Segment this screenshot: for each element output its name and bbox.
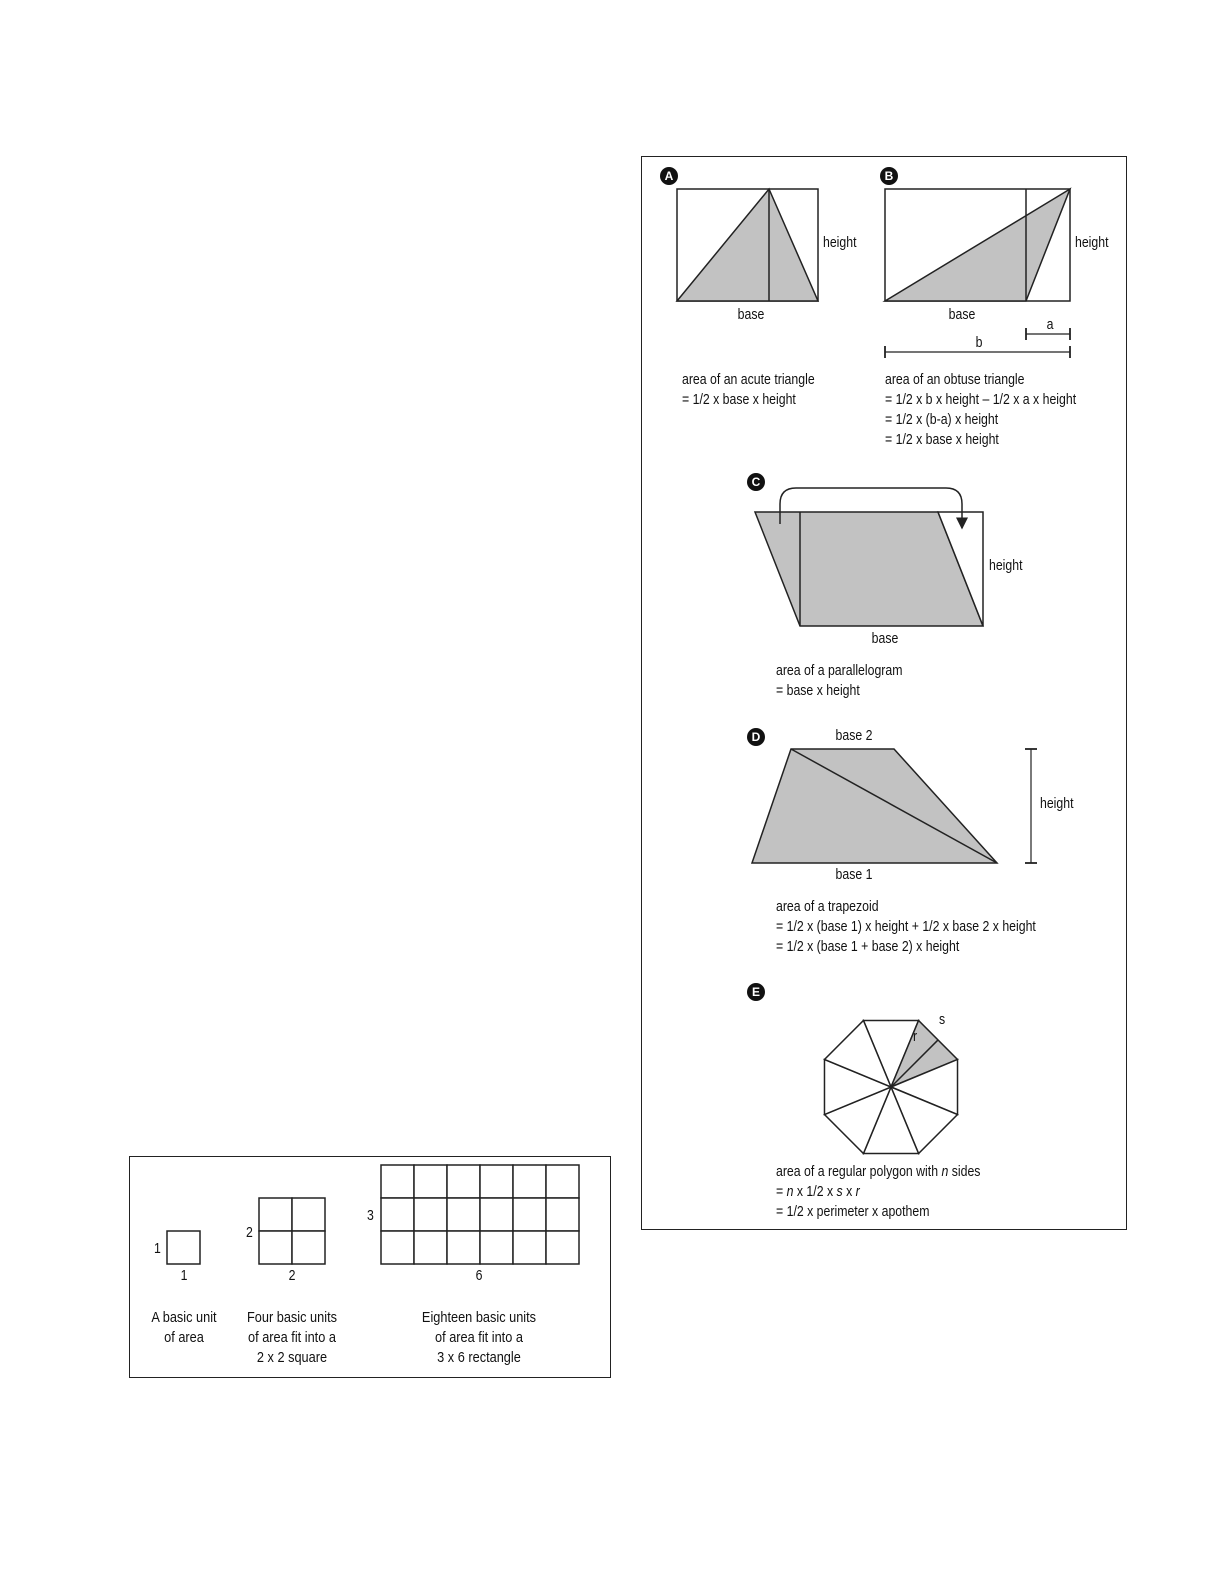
grid-cell (546, 1165, 579, 1198)
grid-cell (447, 1231, 480, 1264)
polygon-formula-line-2: = n x 1/2 x s x r (776, 1183, 860, 1200)
trapezoid-formula-line-2: = 1/2 x (base 1) x height + 1/2 x base 2 x height (776, 918, 1036, 935)
grid-cell (259, 1231, 292, 1264)
grid-cell (480, 1231, 513, 1264)
trapezoid-formula-line-1: area of a trapezoid (776, 898, 879, 915)
grid-cell (414, 1198, 447, 1231)
obtuse-base-label: base (948, 306, 976, 323)
rectangle-side-label: 3 (367, 1207, 374, 1224)
parallelogram-formula-line-1: area of a parallelogram (776, 662, 903, 679)
b-label: b (975, 334, 983, 351)
grid-cell (292, 1231, 325, 1264)
obtuse-formula-line-1: area of an obtuse triangle (885, 371, 1025, 388)
obtuse-height-label: height (1075, 234, 1109, 251)
grid-cell (259, 1198, 292, 1231)
badge-c: C (747, 473, 765, 491)
rectangle-caption: Eighteen basic units of area fit into a 3 x 6 rectangle (421, 1309, 537, 1366)
obtuse-formula-line-3: = 1/2 x (b-a) x height (885, 411, 999, 428)
three-by-six-grid (381, 1165, 579, 1264)
grid-cell (381, 1165, 414, 1198)
grid-cell (513, 1198, 546, 1231)
base2-label: base 2 (835, 727, 873, 744)
grid-cell (513, 1165, 546, 1198)
obtuse-formula-line-4: = 1/2 x base x height (885, 431, 999, 448)
grid-cell (447, 1198, 480, 1231)
rectangle-bottom-label: 6 (475, 1267, 483, 1284)
badge-d: D (747, 728, 765, 746)
polygon-formula-line-1: area of a regular polygon with n sides (776, 1163, 981, 1180)
grid-cell (292, 1198, 325, 1231)
grid-cell (414, 1231, 447, 1264)
grid-cell (414, 1165, 447, 1198)
a-label: a (1046, 316, 1054, 333)
grid-cell (546, 1198, 579, 1231)
badge-b: B (880, 167, 898, 185)
grid-cell (513, 1231, 546, 1264)
trapezoid-height-label: height (1040, 795, 1074, 812)
side-s-label: s (939, 1011, 946, 1028)
acute-height-label: height (823, 234, 857, 251)
unit-bottom-label: 1 (180, 1267, 188, 1284)
square-bottom-label: 2 (288, 1267, 296, 1284)
grid-cell (546, 1231, 579, 1264)
unit-caption: A basic unit of area (151, 1309, 217, 1346)
grid-cell (447, 1165, 480, 1198)
acute-base-label: base (737, 306, 765, 323)
grid-cell (381, 1198, 414, 1231)
trapezoid-formula-line-3: = 1/2 x (base 1 + base 2) x height (776, 938, 960, 955)
grid-cell (381, 1231, 414, 1264)
unit-side-label: 1 (154, 1240, 161, 1257)
parallelogram-height-label: height (989, 557, 1023, 574)
grid-cell (480, 1165, 513, 1198)
apothem-r-label: r (913, 1028, 918, 1045)
polygon-formula-line-3: = 1/2 x perimeter x apothem (776, 1203, 930, 1220)
acute-formula-line-1: area of an acute triangle (682, 371, 815, 388)
two-by-two-grid (259, 1198, 325, 1264)
parallelogram-base-label: base (871, 630, 899, 647)
base1-label: base 1 (835, 866, 873, 883)
badge-a: A (660, 167, 678, 185)
obtuse-formula-line-2: = 1/2 x b x height – 1/2 x a x height (885, 391, 1077, 408)
square-side-label: 2 (246, 1224, 253, 1241)
acute-formula-line-2: = 1/2 x base x height (682, 391, 796, 408)
square-caption: Four basic units of area fit into a 2 x 2 square (246, 1309, 338, 1366)
unit-square (167, 1231, 200, 1264)
badge-e: E (747, 983, 765, 1001)
grid-cell (480, 1198, 513, 1231)
parallelogram-formula-line-2: = base x height (776, 682, 860, 699)
